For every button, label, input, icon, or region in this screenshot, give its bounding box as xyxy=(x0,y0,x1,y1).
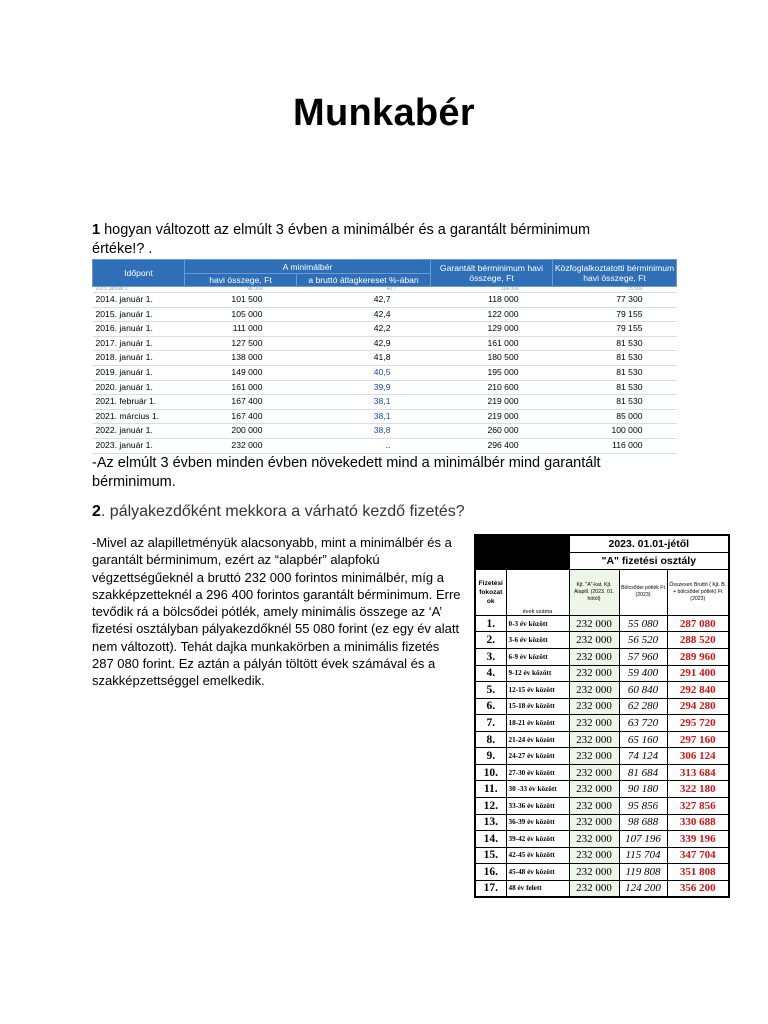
base-salary-cell: 232 000 xyxy=(569,748,619,765)
public-work-wage-cell: 116 000 xyxy=(553,438,677,453)
grade-level-cell: 16. xyxy=(475,864,506,881)
public-work-wage-cell: 100 000 xyxy=(553,424,677,439)
guaranteed-wage-cell: 118 000 xyxy=(431,293,553,308)
base-salary-cell: 232 000 xyxy=(569,831,619,848)
base-salary-cell: 232 000 xyxy=(569,764,619,781)
nursery-supplement-cell: 56 520 xyxy=(619,632,667,649)
base-salary-cell: 232 000 xyxy=(569,731,619,748)
col-total-header: Összesen Bruttó ( Kjt. B. + bölcsődei pótlék) Ft (2023) xyxy=(667,569,729,615)
nursery-supplement-cell: 107 196 xyxy=(619,831,667,848)
date-cell: 2014. január 1. xyxy=(93,293,185,308)
guaranteed-wage-cell: 122 000 xyxy=(431,307,553,322)
years-cell: 6-9 év között xyxy=(506,648,569,665)
date-cell: 2016. január 1. xyxy=(93,322,185,337)
percent-cell: 42,2 xyxy=(297,322,431,337)
nursery-supplement-cell: 124 200 xyxy=(619,880,667,897)
minimum-wage-table-body xyxy=(93,287,677,454)
grade-level-cell: 10. xyxy=(475,764,506,781)
public-work-wage-cell: 81 530 xyxy=(553,395,677,410)
percent-cell: 40,5 xyxy=(297,365,431,380)
total-salary-cell: 297 160 xyxy=(667,731,729,748)
years-cell: 24-27 év között xyxy=(506,748,569,765)
grade-row xyxy=(475,880,729,897)
minimum-wage-cell: 127 500 xyxy=(185,336,297,351)
nursery-supplement-cell: 119 808 xyxy=(619,864,667,881)
grade-row xyxy=(475,781,729,798)
grade-row xyxy=(475,632,729,649)
header-atlagkereset-pct: a bruttó átlagkereset %-ában xyxy=(297,274,431,287)
years-cell: 15-18 év között xyxy=(506,698,569,715)
guaranteed-wage-cell: 161 000 xyxy=(431,336,553,351)
nursery-supplement-cell: 57 960 xyxy=(619,648,667,665)
percent-cell: 42,4 xyxy=(297,307,431,322)
percent-cell: 41,8 xyxy=(297,351,431,366)
base-salary-cell: 232 000 xyxy=(569,798,619,815)
table-row xyxy=(93,336,677,351)
grade-row xyxy=(475,615,729,632)
grade-level-cell: 15. xyxy=(475,847,506,864)
cut-cell: 114 000 xyxy=(431,287,553,293)
grade-row xyxy=(475,715,729,732)
table-row xyxy=(93,307,677,322)
base-salary-cell: 232 000 xyxy=(569,682,619,699)
guaranteed-wage-cell: 195 000 xyxy=(431,365,553,380)
date-cell: 2021. március 1. xyxy=(93,409,185,424)
class-header: "A" fizetési osztály xyxy=(569,552,729,569)
date-cell: 2020. január 1. xyxy=(93,380,185,395)
grade-level-cell: 9. xyxy=(475,748,506,765)
grade-row xyxy=(475,864,729,881)
guaranteed-wage-cell: 210 600 xyxy=(431,380,553,395)
percent-cell: .. xyxy=(297,438,431,453)
cut-cell: 98 000 xyxy=(185,287,297,293)
grade-row xyxy=(475,682,729,699)
grade-row xyxy=(475,698,729,715)
nursery-supplement-cell: 63 720 xyxy=(619,715,667,732)
years-cell: 0-3 év között xyxy=(506,615,569,632)
guaranteed-wage-cell: 260 000 xyxy=(431,424,553,439)
grade-row xyxy=(475,847,729,864)
minimum-wage-cell: 161 000 xyxy=(185,380,297,395)
header-havi-osszeg: havi összege, Ft xyxy=(185,274,297,287)
public-work-wage-cell: 81 530 xyxy=(553,336,677,351)
nursery-supplement-cell: 59 400 xyxy=(619,665,667,682)
base-salary-cell: 232 000 xyxy=(569,665,619,682)
minimum-wage-cell: 232 000 xyxy=(185,438,297,453)
guaranteed-wage-cell: 219 000 xyxy=(431,395,553,410)
date-cell: 2023. január 1. xyxy=(93,438,185,453)
years-cell: 42-45 év között xyxy=(506,847,569,864)
question-2-number: 2 xyxy=(92,503,101,520)
grade-level-cell: 8. xyxy=(475,731,506,748)
header-garantalt: Garantált bérminimum havi összege, Ft xyxy=(431,260,553,287)
grade-level-cell: 4. xyxy=(475,665,506,682)
date-cell: 2015. január 1. xyxy=(93,307,185,322)
cut-cell: 2013. január 1. xyxy=(93,287,185,293)
years-cell: 45-48 év között xyxy=(506,864,569,881)
total-salary-cell: 313 684 xyxy=(667,764,729,781)
public-work-wage-cell: 79 155 xyxy=(553,322,677,337)
col-fokozat-header: Fizetési fokozat ok xyxy=(475,569,506,615)
date-cell: 2019. január 1. xyxy=(93,365,185,380)
years-cell: 12-15 év között xyxy=(506,682,569,699)
header-idopont: Időpont xyxy=(93,260,185,287)
table-row xyxy=(93,322,677,337)
minimum-wage-cell: 105 000 xyxy=(185,307,297,322)
table-row xyxy=(93,293,677,308)
public-work-wage-cell: 81 530 xyxy=(553,380,677,395)
total-salary-cell: 351 808 xyxy=(667,864,729,881)
minimum-wage-cell: 101 500 xyxy=(185,293,297,308)
nursery-supplement-cell: 95 856 xyxy=(619,798,667,815)
grade-level-cell: 17. xyxy=(475,880,506,897)
col-evek-header: évek száma xyxy=(506,569,569,615)
guaranteed-wage-cell: 219 000 xyxy=(431,409,553,424)
public-work-wage-cell: 77 300 xyxy=(553,293,677,308)
total-salary-cell: 339 196 xyxy=(667,831,729,848)
minimum-wage-cell: 167 400 xyxy=(185,409,297,424)
question-2 xyxy=(92,503,652,521)
nursery-supplement-cell: 55 080 xyxy=(619,615,667,632)
table-row xyxy=(93,409,677,424)
base-salary-cell: 232 000 xyxy=(569,632,619,649)
years-cell: 3-6 év között xyxy=(506,632,569,649)
grade-level-cell: 7. xyxy=(475,715,506,732)
grade-level-cell: 6. xyxy=(475,698,506,715)
base-salary-cell: 232 000 xyxy=(569,781,619,798)
years-cell: 39-42 év között xyxy=(506,831,569,848)
table-row xyxy=(93,395,677,410)
grade-level-cell: 11. xyxy=(475,781,506,798)
percent-cell: 39,9 xyxy=(297,380,431,395)
minimum-wage-table xyxy=(92,259,677,454)
question-2-text: . pályakezdőként mekkora a várható kezdő fizetés? xyxy=(100,503,465,520)
total-salary-cell: 330 688 xyxy=(667,814,729,831)
base-salary-cell: 232 000 xyxy=(569,615,619,632)
years-cell: 36-39 év között xyxy=(506,814,569,831)
salary-grade-table-body xyxy=(475,535,729,897)
col-potlek-header: Bölcsődei pótlék Ft (2023) xyxy=(619,569,667,615)
years-cell: 33-36 év között xyxy=(506,798,569,815)
total-salary-cell: 347 704 xyxy=(667,847,729,864)
table-row xyxy=(93,351,677,366)
years-cell: 9-12 év között xyxy=(506,665,569,682)
total-salary-cell: 287 080 xyxy=(667,615,729,632)
date-cell: 2021. február 1. xyxy=(93,395,185,410)
guaranteed-wage-cell: 180 500 xyxy=(431,351,553,366)
col-base-header: Kjt. "A"-kat. Kjt. Alapill. (2023. 01. hótól) xyxy=(569,569,619,615)
nursery-supplement-cell: 98 688 xyxy=(619,814,667,831)
total-salary-cell: 292 840 xyxy=(667,682,729,699)
grade-level-cell: 1. xyxy=(475,615,506,632)
date-cell: 2017. január 1. xyxy=(93,336,185,351)
grade-row xyxy=(475,665,729,682)
total-salary-cell: 327 856 xyxy=(667,798,729,815)
total-salary-cell: 356 200 xyxy=(667,880,729,897)
years-cell: 18-21 év között xyxy=(506,715,569,732)
total-salary-cell: 288 520 xyxy=(667,632,729,649)
base-salary-cell: 232 000 xyxy=(569,864,619,881)
years-cell: 48 év felett xyxy=(506,880,569,897)
question-1-text: hogyan változott az elmúlt 3 évben a minimálbér és a garantált bérminimum értéke!? . xyxy=(92,222,591,257)
years-cell: 27-30 év között xyxy=(506,764,569,781)
base-salary-cell: 232 000 xyxy=(569,698,619,715)
total-salary-cell: 322 180 xyxy=(667,781,729,798)
base-salary-cell: 232 000 xyxy=(569,648,619,665)
nursery-supplement-cell: 115 704 xyxy=(619,847,667,864)
minimum-wage-cell: 138 000 xyxy=(185,351,297,366)
total-salary-cell: 295 720 xyxy=(667,715,729,732)
nursery-supplement-cell: 81 684 xyxy=(619,764,667,781)
grade-level-cell: 3. xyxy=(475,648,506,665)
grade-row xyxy=(475,814,729,831)
years-cell: 21-24 év között xyxy=(506,731,569,748)
nursery-supplement-cell: 62 280 xyxy=(619,698,667,715)
public-work-wage-cell: 79 155 xyxy=(553,307,677,322)
grade-level-cell: 2. xyxy=(475,632,506,649)
grade-level-cell: 13. xyxy=(475,814,506,831)
base-salary-cell: 232 000 xyxy=(569,847,619,864)
guaranteed-wage-cell: 296 400 xyxy=(431,438,553,453)
nursery-supplement-cell: 60 840 xyxy=(619,682,667,699)
grade-row xyxy=(475,831,729,848)
total-salary-cell: 291 400 xyxy=(667,665,729,682)
answer-2: -Mivel az alapilletményük alacsonyabb, mint a minimálbér és a garantált bérminimum, ezért az “alapbér” alapfokú végzettségűeknél a bruttó 232 000 forintos minimálbér, míg a szakképzetteknél a 296 400 forintos garantált bérminimum. Erre tevődik rá a bölcsődei pótlék, amely minimális összege az ‘A’ fizetési osztályban pályakezdőknél 55 080 forint (ez egy év alatt nem változott). Tehát dajka munkakörben a minimális fizetés 287 080 forint. Ez aztán a pályán töltött évek számával és a szakképzettséggel emelkedik. xyxy=(92,535,461,689)
grade-level-cell: 14. xyxy=(475,831,506,848)
percent-cell: 42,7 xyxy=(297,293,431,308)
cut-cell: 75 500 xyxy=(553,287,677,293)
header-kozfoglalkoztatotti: Közfoglalkoztatotti bérminimum havi összege, Ft xyxy=(553,260,677,287)
page-title: Munkabér xyxy=(293,92,475,134)
cut-cell: 42,7 xyxy=(297,287,431,293)
public-work-wage-cell: 81 530 xyxy=(553,365,677,380)
years-cell: 30 -33 év között xyxy=(506,781,569,798)
percent-cell: 38,8 xyxy=(297,424,431,439)
black-corner-cell xyxy=(475,535,569,569)
date-cell: 2018. január 1. xyxy=(93,351,185,366)
percent-cell: 38,1 xyxy=(297,409,431,424)
percent-cell: 42,9 xyxy=(297,336,431,351)
public-work-wage-cell: 81 530 xyxy=(553,351,677,366)
nursery-supplement-cell: 74 124 xyxy=(619,748,667,765)
grade-row xyxy=(475,648,729,665)
base-salary-cell: 232 000 xyxy=(569,880,619,897)
answer-1: -Az elmúlt 3 évben minden évben növekedett mind a minimálbér mind garantált bérminimum. xyxy=(92,455,601,490)
grade-row xyxy=(475,748,729,765)
base-salary-cell: 232 000 xyxy=(569,715,619,732)
date-header: 2023. 01.01-jétől xyxy=(569,535,729,552)
question-1-number: 1 xyxy=(92,222,101,238)
total-salary-cell: 294 280 xyxy=(667,698,729,715)
minimum-wage-cell: 167 400 xyxy=(185,395,297,410)
table-row xyxy=(93,424,677,439)
percent-cell: 38,1 xyxy=(297,395,431,410)
table-row xyxy=(93,438,677,453)
table-row xyxy=(93,365,677,380)
guaranteed-wage-cell: 129 000 xyxy=(431,322,553,337)
minimum-wage-cell: 111 000 xyxy=(185,322,297,337)
minimum-wage-cell: 200 000 xyxy=(185,424,297,439)
base-salary-cell: 232 000 xyxy=(569,814,619,831)
date-cell: 2022. január 1. xyxy=(93,424,185,439)
grade-level-cell: 5. xyxy=(475,682,506,699)
salary-grade-table xyxy=(474,534,730,898)
question-1 xyxy=(92,221,632,259)
total-salary-cell: 289 960 xyxy=(667,648,729,665)
grade-row xyxy=(475,798,729,815)
grade-row xyxy=(475,731,729,748)
nursery-supplement-cell: 65 160 xyxy=(619,731,667,748)
table-row xyxy=(93,380,677,395)
header-minimalber: A minimálbér xyxy=(185,260,431,274)
total-salary-cell: 306 124 xyxy=(667,748,729,765)
minimum-wage-cell: 149 000 xyxy=(185,365,297,380)
grade-level-cell: 12. xyxy=(475,798,506,815)
nursery-supplement-cell: 90 180 xyxy=(619,781,667,798)
public-work-wage-cell: 85 000 xyxy=(553,409,677,424)
grade-row xyxy=(475,764,729,781)
